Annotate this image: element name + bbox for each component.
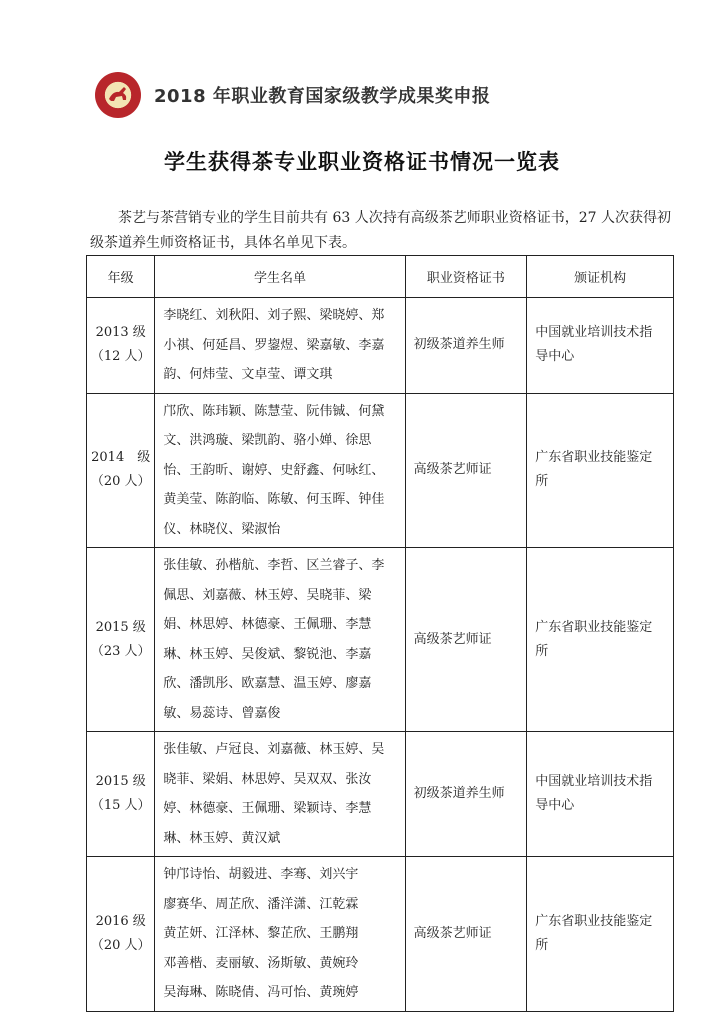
grade-label: 2013 级 — [95, 325, 146, 341]
header-title: 2018 年职业教育国家级教学成果奖申报 — [154, 86, 491, 107]
certificate-name: 高级茶艺师证 — [405, 393, 527, 548]
certificate-name: 初级茶道养生师 — [405, 732, 527, 857]
student-names: 张佳敏、卢冠良、刘嘉薇、林玉婷、吴晓菲、梁娟、林思婷、吴双双、张汝婷、林德豪、王佩珊、梁颖诗、李慧琳、林玉婷、黄汉斌 — [155, 732, 405, 857]
certificate-name: 高级茶艺师证 — [405, 548, 527, 732]
certificate-name: 高级茶艺师证 — [405, 857, 527, 1012]
student-count: （15 人） — [90, 798, 151, 813]
issuing-authority: 广东省职业技能鉴定所 — [527, 393, 674, 548]
table-row — [87, 393, 674, 548]
student-count: （20 人） — [90, 937, 151, 953]
student-names: 李晓红、刘秋阳、刘子熙、梁晓婷、郑小祺、何延昌、罗鋆煜、梁嘉敏、李嘉韵、何炜莹、文卓莹、谭文琪 — [155, 298, 405, 394]
student-names-line: 黄芷妍、江泽林、黎芷欣、王鹏翔 — [163, 926, 359, 941]
table-row — [87, 298, 674, 394]
student-names: 邝欣、陈玮颖、陈慧莹、阮伟铖、何黛文、洪鸿璇、梁凯韵、骆小婵、徐思怡、王韵昕、谢婷、史舒鑫、何咏红、黄美莹、陈韵临、陈敏、何玉晖、钟佳仪、林晓仪、梁淑怡 — [155, 393, 405, 548]
column-header-grade: 年级 — [87, 256, 155, 298]
certificate-table — [86, 255, 674, 1012]
grade-cell — [87, 857, 155, 1012]
table-row — [87, 548, 674, 732]
student-names: 张佳敏、孙楷航、李哲、区兰睿子、李佩思、刘嘉薇、林玉婷、吴晓菲、梁娟、林思婷、林德豪、王佩珊、李慧琳、林玉婷、吴俊斌、黎锐池、李嘉欣、潘凯彤、欧嘉慧、温玉婷、廖嘉敏、易蕊诗、曾嘉俊 — [155, 548, 405, 732]
issuing-authority: 中国就业培训技术指导中心 — [527, 732, 674, 857]
issuing-authority: 广东省职业技能鉴定所 — [527, 548, 674, 732]
student-count: （20 人） — [90, 474, 151, 490]
grade-label: 2016 级 — [95, 913, 146, 929]
grade-label: 2014 级 — [91, 450, 151, 466]
grade-cell — [87, 393, 155, 548]
grade-cell — [87, 732, 155, 857]
report-header — [95, 72, 490, 118]
student-names — [155, 857, 405, 1012]
document-title: 学生获得茶专业职业资格证书情况一览表 — [164, 150, 560, 174]
issuing-authority: 广东省职业技能鉴定所 — [527, 857, 674, 1012]
student-names-line: 廖赛华、周芷欣、潘洋潇、江乾霖 — [163, 896, 359, 912]
column-header-students: 学生名单 — [155, 256, 405, 298]
column-header-authority: 颁证机构 — [527, 256, 674, 298]
student-names-line: 邓善楷、麦丽敏、汤斯敏、黄婉玲 — [163, 955, 359, 971]
student-names-line: 钟邝诗怡、胡毅进、李骞、刘兴宇 — [163, 867, 359, 882]
table-row — [87, 732, 674, 857]
school-logo — [95, 72, 141, 118]
issuing-authority: 中国就业培训技术指导中心 — [527, 298, 674, 394]
table-row — [87, 857, 674, 1012]
student-count: （23 人） — [90, 643, 151, 659]
grade-cell — [87, 548, 155, 732]
student-names-line: 吴海琳、陈晓倩、冯可怡、黄琬婷 — [163, 985, 359, 1000]
certificate-name: 初级茶道养生师 — [405, 298, 527, 394]
intro-paragraph: 茶艺与茶营销专业的学生目前共有 63 人次持有高级茶艺师职业资格证书，27 人次获得初级茶道养生师资格证书，具体名单见下表。 — [90, 210, 671, 251]
table-header-row — [87, 256, 674, 298]
grade-label: 2015 级 — [95, 619, 146, 635]
column-header-certificate: 职业资格证书 — [405, 256, 527, 298]
grade-cell — [87, 298, 155, 394]
grade-label: 2015 级 — [95, 774, 146, 789]
student-count: （12 人） — [90, 349, 151, 365]
